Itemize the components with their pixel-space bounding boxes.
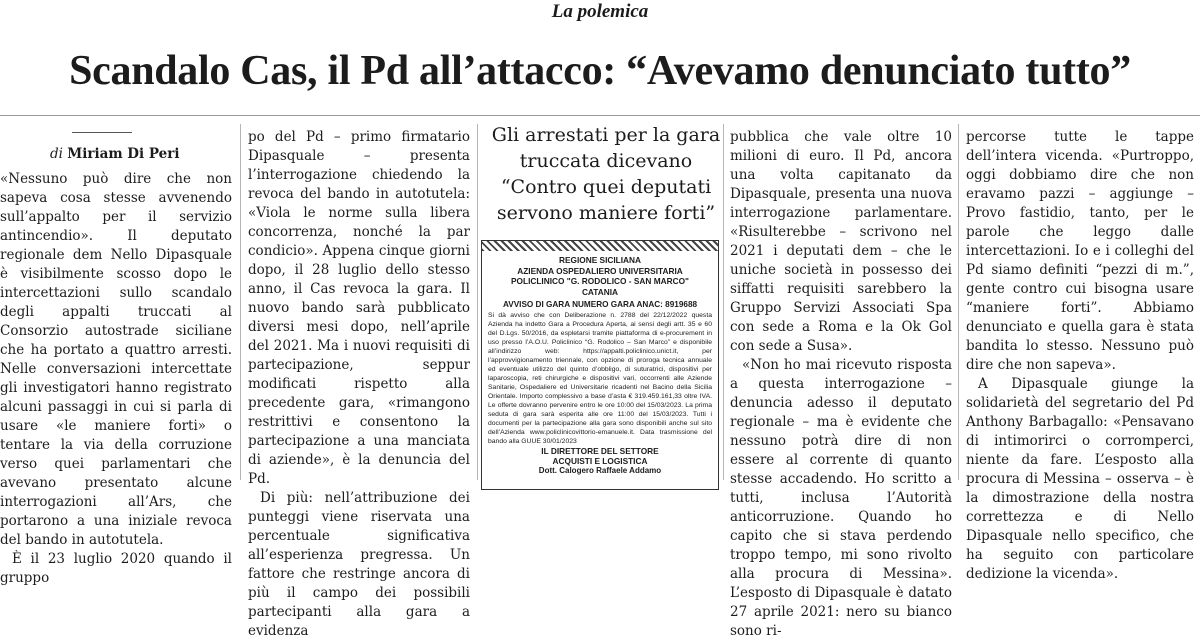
byline-author: Miriam Di Peri <box>67 146 180 162</box>
byline-rule <box>72 132 132 133</box>
column-paragraph: percorse tutte le tappe dell’intera vicenda. «Purtroppo, oggi dobbiamo dire che non eravamo pazzi – aggiunge – Provo fastidio, tanto, per le parole che leggo dalle intercettazioni. Io e i colleghi del Pd siamo definiti “pezzi di m.”, gente contro cui bisogna usare “maniere forti”. Abbiamo denunciato e quella gara è stata bandita lo stesso. Nessuno può dire che non sapeva». <box>966 129 1194 373</box>
column-divider <box>240 124 241 480</box>
pull-quote-text: “Contro quei deputati servono maniere forti” <box>496 176 716 224</box>
ad-city: CATANIA <box>581 286 619 297</box>
byline-prefix: di <box>50 146 63 162</box>
ad-region: REGIONE SICILIANA <box>558 255 642 265</box>
headline-divider <box>0 115 1200 116</box>
ad-signer-dept: ACQUISTI E LOGISTICA <box>552 456 648 466</box>
column-paragraph: «Non ho mai ricevuto risposta a questa interrogazione – denuncia adesso il deputato regionale – ma è evidente che nessuno potrà dire di non essere al corrente di quanto stesse accadendo. Ho scritto a tutti, inclusa l’Autorità anticorruzione. Quando ho capito che si stava perdendo troppo tempo, mi sono rivolto alla procura di Messina». L’esposto di Dipasquale è datato 27 aprile 2021: nero su bianco sono ri- <box>730 357 952 639</box>
tender-notice-ad <box>481 240 719 490</box>
section-kicker: La polemica <box>551 1 649 22</box>
column-divider <box>958 124 959 480</box>
ad-body: Si dà avviso che con Deliberazione n. 2788 del 22/12/2022 questa Azienda ha indetto Gara a Procedura Aperta, ai sensi degli artt. 35 e 60 del D.Lgs. 50/2016, da espletarsi tramite piattaforma di e-procurement in uso presso l’A.O.U. Policlinico “G. Rodolico – San Marco” e disponibile all’indirizzo web: https://appalti.policlinico.unict.it, per l’approvvigionamento triennale, con opzione di proroga tecnica annuale ed eventuale utilizzo del quinto d’obbligo, di suturatrici, dispositivi per laparoscopia, reti chirurgiche e dispositivi vari, occorrenti alle Aziende Sanitarie, Ospedaliere ed Universitarie ricadenti nel Bacino della Sicilia Orientale. Importo complessivo a base d’asta € 319.459.161,33 oltre IVA. Le offerte dovranno pervenire entro le ore 10:00 del 15/03/2023. La prima seduta di gara sarà esperita alle ore 11:00 del 15/03/2023. Tutti i documenti per la partecipazione alla gara sono disponibili anche sul sito dell’Azienda www.policlinicovittorio-emanuele.it. Data trasmissione del bando alla GUUE 30/01/2023 <box>488 312 712 445</box>
ad-entity: AZIENDA OSPEDALIERO UNIVERSITARIA <box>517 265 683 276</box>
column-paragraph: «Nessuno può dire che non sapeva cosa stesse avvenendo sull’appalto per il servizio antincendio». Il deputato regionale dem Nello Dipasquale è visibilmente scosso dopo le intercettazioni sullo scandalo degli appalti truccati al Consorzio autostrade siciliane che ha portato a quattro arresti. Nelle conversazioni intercettate gli investigatori hanno registrato alcuni passaggi in cui si parla di usare «le maniere forti» o tentare la via della corruzione verso quei parlamentari che avevano presentato alcune interrogazioni all’Ars, che portarono a una iniziale revoca del bando in autotutela. <box>0 171 232 548</box>
ad-hospital: POLICLINICO "G. RODOLICO - SAN MARCO" <box>511 276 689 286</box>
article-headline: Scandalo Cas, il Pd all’attacco: “Avevamo denunciato tutto” <box>69 48 1131 94</box>
ad-signer-title: IL DIRETTORE DEL SETTORE <box>541 446 659 456</box>
ad-signer-name: Dott. Calogero Raffaele Addamo <box>538 466 662 475</box>
article-column-3 <box>730 128 952 639</box>
byline <box>0 145 232 164</box>
article-column-4 <box>966 128 1194 582</box>
column-paragraph: pubblica che vale oltre 10 milioni di euro. Il Pd, ancora una volta capitanato da Dipasquale, presenta una nuova interrogazione parlamentare. «Risulterebbe – scrivono nel 2021 i deputati dem – che le uniche società in possesso dei siffatti requisiti sarebbero la Gruppo Servizi Associati Spa con sede a Roma e la Ok Gol con sede a Susa». <box>730 129 952 354</box>
pull-quote-lead: Gli arrestati per la gara truccata dicevano <box>491 124 721 172</box>
ad-notice-title: AVVISO DI GARA NUMERO GARA ANAC: 8919688 <box>502 300 698 309</box>
column-paragraph: È il 23 luglio 2020 quando il gruppo <box>0 551 232 586</box>
pull-quote <box>478 122 734 226</box>
column-paragraph: po del Pd – primo firmatario Dipasquale – presenta l’interrogazione chiedendo la revoca del bando in autotutela: «Viola le norme sulla libera concorrenza, nonché la par condicio». Appena cinque giorni dopo, il 28 luglio dello stesso anno, il Cas revoca la gara. Il nuovo bando sarà pubblicato diversi mesi dopo, nell’aprile del 2021. Ma i nuovi requisiti di partecipazione, seppur modificati rispetto alla precedente gara, «rimangono restrittivi e consentono la partecipazione a una manciata di aziende», è la denuncia del Pd. <box>248 129 470 487</box>
article-column-1 <box>0 145 232 586</box>
column-divider <box>723 124 724 480</box>
column-paragraph: A Dipasquale giunge la solidarietà del segretario del Pd Anthony Barbagallo: «Pensavano di intimorirci o corromperci, niente da fare. L’esposto alla procura di Messina – osserva – è la dimostrazione della nostra correttezza e di Nello Dipasquale nello specifico, che ha seguito con particolare dedizione la vicenda». <box>966 376 1194 582</box>
article-column-2 <box>248 128 470 639</box>
ad-hatch-border <box>482 241 718 251</box>
column-paragraph: Di più: nell’attribuzione dei punteggi viene riservata una percentuale significativa all’esperienza pregressa. Un fattore che restringe ancora di più il campo dei possibili partecipanti alla gara a evidenza <box>248 490 470 639</box>
